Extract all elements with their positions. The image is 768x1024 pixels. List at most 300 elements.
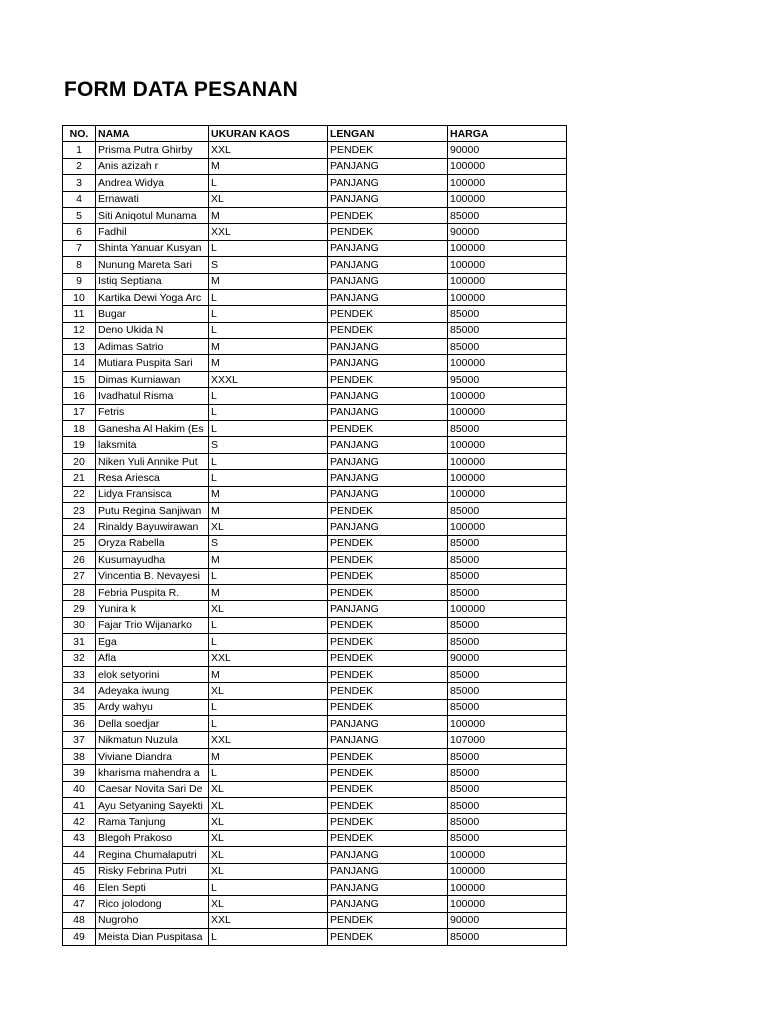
cell-nama: kharisma mahendra a bbox=[96, 765, 209, 781]
cell-no: 27 bbox=[63, 568, 96, 584]
cell-ukuran-kaos: XL bbox=[209, 896, 328, 912]
table-row bbox=[63, 289, 567, 305]
cell-ukuran-kaos: XL bbox=[209, 683, 328, 699]
cell-harga: 85000 bbox=[448, 781, 567, 797]
cell-nama: Rico jolodong bbox=[96, 896, 209, 912]
cell-lengan: PENDEK bbox=[328, 535, 448, 551]
cell-ukuran-kaos: XL bbox=[209, 191, 328, 207]
cell-no: 35 bbox=[63, 699, 96, 715]
cell-nama: Ega bbox=[96, 634, 209, 650]
cell-harga: 85000 bbox=[448, 584, 567, 600]
cell-lengan: PENDEK bbox=[328, 617, 448, 633]
cell-no: 29 bbox=[63, 601, 96, 617]
cell-ukuran-kaos: M bbox=[209, 584, 328, 600]
cell-no: 18 bbox=[63, 421, 96, 437]
cell-lengan: PANJANG bbox=[328, 191, 448, 207]
table-row bbox=[63, 765, 567, 781]
cell-ukuran-kaos: M bbox=[209, 486, 328, 502]
cell-nama: Ernawati bbox=[96, 191, 209, 207]
table-row bbox=[63, 273, 567, 289]
cell-nama: Deno Ukida N bbox=[96, 322, 209, 338]
cell-lengan: PENDEK bbox=[328, 568, 448, 584]
cell-nama: Ganesha Al Hakim (Es bbox=[96, 421, 209, 437]
table-row bbox=[63, 584, 567, 600]
cell-nama: Elen Septi bbox=[96, 879, 209, 895]
cell-lengan: PENDEK bbox=[328, 748, 448, 764]
table-row bbox=[63, 257, 567, 273]
cell-harga: 85000 bbox=[448, 502, 567, 518]
table-row bbox=[63, 224, 567, 240]
cell-lengan: PENDEK bbox=[328, 830, 448, 846]
cell-nama: Caesar Novita Sari De bbox=[96, 781, 209, 797]
cell-nama: Anis azizah r bbox=[96, 158, 209, 174]
cell-lengan: PENDEK bbox=[328, 634, 448, 650]
cell-lengan: PANJANG bbox=[328, 388, 448, 404]
cell-ukuran-kaos: L bbox=[209, 879, 328, 895]
cell-ukuran-kaos: XL bbox=[209, 519, 328, 535]
cell-no: 28 bbox=[63, 584, 96, 600]
cell-harga: 100000 bbox=[448, 896, 567, 912]
cell-no: 13 bbox=[63, 339, 96, 355]
cell-no: 41 bbox=[63, 798, 96, 814]
cell-nama: Dimas Kurniawan bbox=[96, 371, 209, 387]
cell-nama: Putu Regina Sanjiwan bbox=[96, 502, 209, 518]
cell-harga: 90000 bbox=[448, 912, 567, 928]
cell-ukuran-kaos: L bbox=[209, 617, 328, 633]
cell-lengan: PENDEK bbox=[328, 371, 448, 387]
cell-harga: 100000 bbox=[448, 847, 567, 863]
cell-no: 17 bbox=[63, 404, 96, 420]
cell-nama: Shinta Yanuar Kusyan bbox=[96, 240, 209, 256]
cell-no: 10 bbox=[63, 289, 96, 305]
cell-nama: Regina Chumalaputri bbox=[96, 847, 209, 863]
cell-nama: Febria Puspita R. bbox=[96, 584, 209, 600]
cell-nama: Andrea Widya bbox=[96, 175, 209, 191]
cell-nama: Adimas Satrio bbox=[96, 339, 209, 355]
table-row bbox=[63, 798, 567, 814]
cell-lengan: PANJANG bbox=[328, 519, 448, 535]
cell-no: 25 bbox=[63, 535, 96, 551]
cell-ukuran-kaos: XL bbox=[209, 847, 328, 863]
cell-nama: Rama Tanjung bbox=[96, 814, 209, 830]
order-table bbox=[62, 125, 567, 946]
cell-harga: 100000 bbox=[448, 486, 567, 502]
table-row bbox=[63, 830, 567, 846]
table-row bbox=[63, 437, 567, 453]
cell-ukuran-kaos: L bbox=[209, 289, 328, 305]
cell-harga: 100000 bbox=[448, 289, 567, 305]
cell-ukuran-kaos: L bbox=[209, 322, 328, 338]
cell-harga: 100000 bbox=[448, 355, 567, 371]
cell-harga: 85000 bbox=[448, 683, 567, 699]
cell-no: 4 bbox=[63, 191, 96, 207]
cell-ukuran-kaos: L bbox=[209, 306, 328, 322]
cell-nama: Della soedjar bbox=[96, 716, 209, 732]
cell-lengan: PENDEK bbox=[328, 421, 448, 437]
cell-no: 43 bbox=[63, 830, 96, 846]
table-row bbox=[63, 355, 567, 371]
table-header-row bbox=[63, 126, 567, 142]
cell-ukuran-kaos: L bbox=[209, 240, 328, 256]
cell-no: 36 bbox=[63, 716, 96, 732]
table-row bbox=[63, 929, 567, 945]
cell-lengan: PANJANG bbox=[328, 863, 448, 879]
cell-ukuran-kaos: M bbox=[209, 502, 328, 518]
cell-lengan: PANJANG bbox=[328, 158, 448, 174]
table-row bbox=[63, 207, 567, 223]
cell-nama: Nikmatun Nuzula bbox=[96, 732, 209, 748]
cell-nama: laksmita bbox=[96, 437, 209, 453]
cell-harga: 100000 bbox=[448, 273, 567, 289]
cell-no: 26 bbox=[63, 552, 96, 568]
cell-no: 45 bbox=[63, 863, 96, 879]
cell-ukuran-kaos: M bbox=[209, 339, 328, 355]
cell-no: 9 bbox=[63, 273, 96, 289]
cell-harga: 100000 bbox=[448, 879, 567, 895]
cell-no: 3 bbox=[63, 175, 96, 191]
cell-nama: Ayu Setyaning Sayekti bbox=[96, 798, 209, 814]
cell-no: 47 bbox=[63, 896, 96, 912]
cell-ukuran-kaos: L bbox=[209, 568, 328, 584]
cell-lengan: PENDEK bbox=[328, 683, 448, 699]
cell-harga: 100000 bbox=[448, 404, 567, 420]
cell-harga: 85000 bbox=[448, 814, 567, 830]
cell-harga: 100000 bbox=[448, 519, 567, 535]
cell-nama: Ardy wahyu bbox=[96, 699, 209, 715]
cell-harga: 100000 bbox=[448, 716, 567, 732]
cell-ukuran-kaos: XXXL bbox=[209, 371, 328, 387]
cell-lengan: PENDEK bbox=[328, 502, 448, 518]
cell-harga: 85000 bbox=[448, 306, 567, 322]
cell-lengan: PENDEK bbox=[328, 224, 448, 240]
cell-lengan: PANJANG bbox=[328, 339, 448, 355]
cell-no: 20 bbox=[63, 453, 96, 469]
cell-harga: 100000 bbox=[448, 240, 567, 256]
cell-no: 34 bbox=[63, 683, 96, 699]
table-row bbox=[63, 847, 567, 863]
cell-lengan: PENDEK bbox=[328, 666, 448, 682]
cell-lengan: PENDEK bbox=[328, 142, 448, 158]
cell-harga: 85000 bbox=[448, 765, 567, 781]
cell-nama: Lidya Fransisca bbox=[96, 486, 209, 502]
cell-lengan: PENDEK bbox=[328, 699, 448, 715]
cell-no: 7 bbox=[63, 240, 96, 256]
cell-no: 46 bbox=[63, 879, 96, 895]
cell-ukuran-kaos: XXL bbox=[209, 912, 328, 928]
cell-no: 38 bbox=[63, 748, 96, 764]
cell-ukuran-kaos: S bbox=[209, 535, 328, 551]
page-title: FORM DATA PESANAN bbox=[64, 78, 299, 101]
cell-harga: 90000 bbox=[448, 142, 567, 158]
header-no: NO. bbox=[63, 126, 96, 142]
cell-lengan: PANJANG bbox=[328, 355, 448, 371]
cell-harga: 85000 bbox=[448, 929, 567, 945]
table-row bbox=[63, 879, 567, 895]
table-row bbox=[63, 502, 567, 518]
table-row bbox=[63, 306, 567, 322]
cell-nama: Fetris bbox=[96, 404, 209, 420]
cell-lengan: PANJANG bbox=[328, 716, 448, 732]
cell-lengan: PANJANG bbox=[328, 470, 448, 486]
cell-lengan: PENDEK bbox=[328, 306, 448, 322]
cell-harga: 85000 bbox=[448, 634, 567, 650]
cell-lengan: PANJANG bbox=[328, 879, 448, 895]
cell-no: 1 bbox=[63, 142, 96, 158]
cell-lengan: PANJANG bbox=[328, 175, 448, 191]
cell-lengan: PANJANG bbox=[328, 404, 448, 420]
table-row bbox=[63, 863, 567, 879]
table-row bbox=[63, 732, 567, 748]
cell-harga: 100000 bbox=[448, 257, 567, 273]
cell-nama: Oryza Rabella bbox=[96, 535, 209, 551]
cell-harga: 85000 bbox=[448, 568, 567, 584]
table-row bbox=[63, 748, 567, 764]
cell-lengan: PENDEK bbox=[328, 814, 448, 830]
cell-nama: Istiq Septiana bbox=[96, 273, 209, 289]
cell-ukuran-kaos: M bbox=[209, 748, 328, 764]
cell-nama: Adeyaka iwung bbox=[96, 683, 209, 699]
cell-no: 8 bbox=[63, 257, 96, 273]
cell-nama: Kartika Dewi Yoga Arc bbox=[96, 289, 209, 305]
cell-no: 11 bbox=[63, 306, 96, 322]
cell-ukuran-kaos: L bbox=[209, 453, 328, 469]
cell-harga: 107000 bbox=[448, 732, 567, 748]
cell-ukuran-kaos: XL bbox=[209, 601, 328, 617]
cell-nama: Afla bbox=[96, 650, 209, 666]
cell-harga: 85000 bbox=[448, 666, 567, 682]
cell-no: 32 bbox=[63, 650, 96, 666]
cell-harga: 100000 bbox=[448, 388, 567, 404]
table-row bbox=[63, 535, 567, 551]
cell-ukuran-kaos: XL bbox=[209, 830, 328, 846]
table-body bbox=[63, 142, 567, 945]
cell-lengan: PENDEK bbox=[328, 781, 448, 797]
cell-ukuran-kaos: L bbox=[209, 470, 328, 486]
cell-no: 5 bbox=[63, 207, 96, 223]
cell-no: 12 bbox=[63, 322, 96, 338]
table-row bbox=[63, 158, 567, 174]
cell-ukuran-kaos: M bbox=[209, 158, 328, 174]
cell-lengan: PANJANG bbox=[328, 896, 448, 912]
cell-lengan: PENDEK bbox=[328, 322, 448, 338]
cell-lengan: PENDEK bbox=[328, 552, 448, 568]
cell-lengan: PENDEK bbox=[328, 798, 448, 814]
cell-harga: 95000 bbox=[448, 371, 567, 387]
cell-nama: Meista Dian Puspitasa bbox=[96, 929, 209, 945]
table-row bbox=[63, 666, 567, 682]
cell-harga: 85000 bbox=[448, 798, 567, 814]
cell-harga: 100000 bbox=[448, 863, 567, 879]
cell-harga: 100000 bbox=[448, 158, 567, 174]
cell-nama: Viviane Diandra bbox=[96, 748, 209, 764]
cell-lengan: PENDEK bbox=[328, 207, 448, 223]
cell-no: 14 bbox=[63, 355, 96, 371]
cell-no: 30 bbox=[63, 617, 96, 633]
table-row bbox=[63, 339, 567, 355]
cell-no: 37 bbox=[63, 732, 96, 748]
cell-no: 21 bbox=[63, 470, 96, 486]
table-row bbox=[63, 404, 567, 420]
table-row bbox=[63, 486, 567, 502]
cell-lengan: PANJANG bbox=[328, 732, 448, 748]
cell-nama: Niken Yuli Annike Put bbox=[96, 453, 209, 469]
cell-harga: 85000 bbox=[448, 617, 567, 633]
cell-ukuran-kaos: XL bbox=[209, 781, 328, 797]
cell-nama: Risky Febrina Putri bbox=[96, 863, 209, 879]
cell-harga: 100000 bbox=[448, 601, 567, 617]
cell-ukuran-kaos: L bbox=[209, 388, 328, 404]
table-row bbox=[63, 142, 567, 158]
table-row bbox=[63, 388, 567, 404]
table-row bbox=[63, 814, 567, 830]
cell-harga: 85000 bbox=[448, 339, 567, 355]
cell-ukuran-kaos: XXL bbox=[209, 732, 328, 748]
cell-lengan: PENDEK bbox=[328, 929, 448, 945]
table-row bbox=[63, 421, 567, 437]
cell-harga: 90000 bbox=[448, 650, 567, 666]
table-row bbox=[63, 175, 567, 191]
header-ukuran-kaos: UKURAN KAOS bbox=[209, 126, 328, 142]
cell-ukuran-kaos: L bbox=[209, 404, 328, 420]
cell-harga: 100000 bbox=[448, 470, 567, 486]
cell-harga: 85000 bbox=[448, 322, 567, 338]
cell-no: 42 bbox=[63, 814, 96, 830]
cell-no: 6 bbox=[63, 224, 96, 240]
cell-no: 49 bbox=[63, 929, 96, 945]
table-row bbox=[63, 191, 567, 207]
cell-ukuran-kaos: XXL bbox=[209, 224, 328, 240]
table-row bbox=[63, 519, 567, 535]
cell-no: 44 bbox=[63, 847, 96, 863]
cell-ukuran-kaos: L bbox=[209, 699, 328, 715]
cell-harga: 85000 bbox=[448, 535, 567, 551]
cell-harga: 100000 bbox=[448, 191, 567, 207]
table-row bbox=[63, 322, 567, 338]
cell-harga: 85000 bbox=[448, 830, 567, 846]
cell-lengan: PANJANG bbox=[328, 847, 448, 863]
cell-no: 19 bbox=[63, 437, 96, 453]
table-row bbox=[63, 453, 567, 469]
header-lengan: LENGAN bbox=[328, 126, 448, 142]
cell-harga: 100000 bbox=[448, 175, 567, 191]
cell-nama: Ivadhatul Risma bbox=[96, 388, 209, 404]
table-row bbox=[63, 470, 567, 486]
cell-harga: 85000 bbox=[448, 552, 567, 568]
cell-harga: 90000 bbox=[448, 224, 567, 240]
cell-lengan: PENDEK bbox=[328, 765, 448, 781]
cell-lengan: PANJANG bbox=[328, 437, 448, 453]
cell-ukuran-kaos: XL bbox=[209, 863, 328, 879]
header-harga: HARGA bbox=[448, 126, 567, 142]
cell-nama: Blegoh Prakoso bbox=[96, 830, 209, 846]
table-row bbox=[63, 683, 567, 699]
table-row bbox=[63, 912, 567, 928]
table-row bbox=[63, 552, 567, 568]
cell-lengan: PENDEK bbox=[328, 584, 448, 600]
table-row bbox=[63, 568, 567, 584]
cell-no: 31 bbox=[63, 634, 96, 650]
table-row bbox=[63, 896, 567, 912]
cell-no: 15 bbox=[63, 371, 96, 387]
cell-ukuran-kaos: M bbox=[209, 273, 328, 289]
cell-nama: Vincentia B. Nevayesi bbox=[96, 568, 209, 584]
table-row bbox=[63, 617, 567, 633]
cell-no: 33 bbox=[63, 666, 96, 682]
cell-ukuran-kaos: L bbox=[209, 421, 328, 437]
cell-ukuran-kaos: XL bbox=[209, 798, 328, 814]
table-row bbox=[63, 240, 567, 256]
table-row bbox=[63, 601, 567, 617]
cell-lengan: PANJANG bbox=[328, 486, 448, 502]
cell-nama: Nugroho bbox=[96, 912, 209, 928]
cell-no: 39 bbox=[63, 765, 96, 781]
cell-no: 40 bbox=[63, 781, 96, 797]
cell-lengan: PENDEK bbox=[328, 650, 448, 666]
cell-nama: Fajar Trio Wijanarko bbox=[96, 617, 209, 633]
cell-lengan: PANJANG bbox=[328, 257, 448, 273]
cell-nama: elok setyorini bbox=[96, 666, 209, 682]
cell-ukuran-kaos: L bbox=[209, 716, 328, 732]
cell-ukuran-kaos: M bbox=[209, 552, 328, 568]
cell-nama: Yunira k bbox=[96, 601, 209, 617]
cell-harga: 85000 bbox=[448, 207, 567, 223]
cell-nama: Resa Ariesca bbox=[96, 470, 209, 486]
cell-ukuran-kaos: M bbox=[209, 355, 328, 371]
table-row bbox=[63, 716, 567, 732]
table-row bbox=[63, 371, 567, 387]
cell-ukuran-kaos: M bbox=[209, 666, 328, 682]
cell-harga: 85000 bbox=[448, 421, 567, 437]
cell-no: 24 bbox=[63, 519, 96, 535]
cell-nama: Mutiara Puspita Sari bbox=[96, 355, 209, 371]
cell-nama: Fadhil bbox=[96, 224, 209, 240]
cell-harga: 100000 bbox=[448, 437, 567, 453]
cell-ukuran-kaos: L bbox=[209, 765, 328, 781]
cell-no: 16 bbox=[63, 388, 96, 404]
table-row bbox=[63, 699, 567, 715]
header-nama: NAMA bbox=[96, 126, 209, 142]
cell-nama: Siti Aniqotul Munama bbox=[96, 207, 209, 223]
cell-ukuran-kaos: S bbox=[209, 437, 328, 453]
cell-ukuran-kaos: XXL bbox=[209, 650, 328, 666]
cell-ukuran-kaos: L bbox=[209, 929, 328, 945]
cell-no: 22 bbox=[63, 486, 96, 502]
cell-ukuran-kaos: XL bbox=[209, 814, 328, 830]
cell-no: 2 bbox=[63, 158, 96, 174]
cell-ukuran-kaos: M bbox=[209, 207, 328, 223]
table-row bbox=[63, 634, 567, 650]
cell-nama: Prisma Putra Ghirby bbox=[96, 142, 209, 158]
cell-no: 23 bbox=[63, 502, 96, 518]
cell-nama: Nunung Mareta Sari bbox=[96, 257, 209, 273]
cell-lengan: PANJANG bbox=[328, 453, 448, 469]
cell-ukuran-kaos: L bbox=[209, 634, 328, 650]
cell-lengan: PENDEK bbox=[328, 912, 448, 928]
cell-lengan: PANJANG bbox=[328, 289, 448, 305]
cell-no: 48 bbox=[63, 912, 96, 928]
cell-nama: Kusumayudha bbox=[96, 552, 209, 568]
cell-lengan: PANJANG bbox=[328, 273, 448, 289]
cell-nama: Rinaldy Bayuwirawan bbox=[96, 519, 209, 535]
cell-harga: 85000 bbox=[448, 699, 567, 715]
table-row bbox=[63, 781, 567, 797]
cell-lengan: PANJANG bbox=[328, 240, 448, 256]
cell-harga: 100000 bbox=[448, 453, 567, 469]
cell-lengan: PANJANG bbox=[328, 601, 448, 617]
table-row bbox=[63, 650, 567, 666]
cell-ukuran-kaos: L bbox=[209, 175, 328, 191]
cell-ukuran-kaos: XXL bbox=[209, 142, 328, 158]
